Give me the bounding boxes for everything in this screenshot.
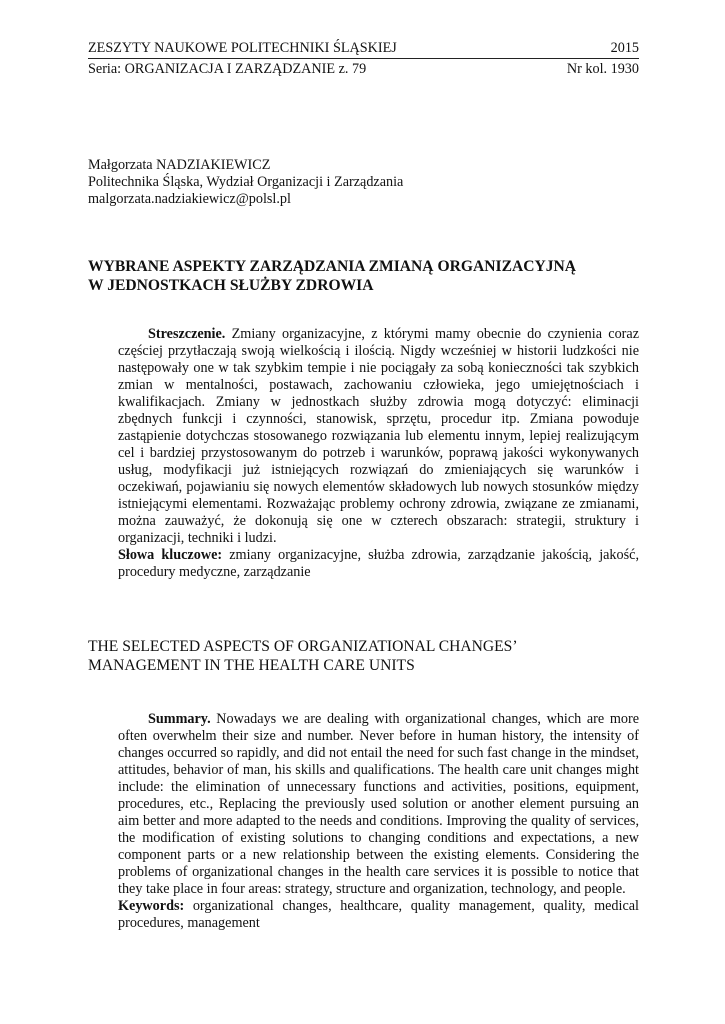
abstract-polish-text	[88, 326, 639, 547]
keywords-english-list: organizational changes, healthcare, quality management, quality, medical procedures, management	[118, 898, 639, 931]
abstract-polish-label: Streszczenie.	[148, 326, 226, 342]
keywords-polish-label: Słowa kluczowe:	[118, 547, 223, 563]
series-info: Seria: ORGANIZACJA I ZARZĄDZANIE z. 79	[88, 61, 367, 77]
title-polish-line1: WYBRANE ASPEKTY ZARZĄDZANIA ZMIANĄ ORGANIZACYJNĄ	[88, 258, 577, 275]
running-header-bottom	[88, 61, 639, 78]
issue-number: Nr kol. 1930	[566, 61, 639, 77]
abstract-polish-body: Zmiany organizacyjne, z którymi mamy obecnie do czynienia coraz częściej przytłaczają swoją wielkością i ilością. Nigdy wcześniej w historii ludzkości nie następowały one w tak szybkim tempie i nie pociągały za sobą konieczności tak szybkich zmian w mentalności, postawach, zachowaniu człowieka, jego umiejętnościach i kwalifikacjach. Zmiany w jednostkach służby zdrowia mogą dotyczyć: eliminacji zbędnych funkcji i czynności, stanowisk, sprzętu, procedur itp. Zmiana powoduje zastąpienie dotychczas stosowanego rozwiązania lub elementu innym, lepiej realizującym cel i bardziej przystosowanym do potrzeb i warunków, poprawą jakości wykonywanych usług, modyfikacji już istniejących rozwiązań do zmieniających się warunków i oczekiwań, pojawianiu się nowych elementów składowych lub nowych stosunków między istniejącymi elementami. Rozważając problemy ochrony zdrowia, związane ze zmianami, można zauważyć, że dokonują się one w czterech obszarach: strategii, struktury i organizacji, techniki i ludzi.	[118, 326, 639, 546]
author-email: malgorzata.nadziakiewicz@polsl.pl	[88, 191, 291, 207]
title-english	[88, 637, 639, 675]
author-name: Małgorzata NADZIAKIEWICZ	[88, 157, 271, 173]
keywords-polish-list: zmiany organizacyjne, służba zdrowia, zarządzanie jakością, jakość, procedury medyczne, zarządzanie	[118, 547, 639, 580]
title-polish	[88, 257, 639, 295]
abstract-english-text	[88, 711, 639, 898]
abstract-english-label: Summary.	[148, 711, 211, 727]
title-english-line1: THE SELECTED ASPECTS OF ORGANIZATIONAL CHANGES’	[88, 638, 518, 655]
journal-year: 2015	[610, 40, 639, 56]
keywords-polish	[118, 547, 639, 581]
header-rule	[88, 58, 639, 59]
abstract-polish	[88, 326, 639, 581]
title-english-line2: MANAGEMENT IN THE HEALTH CARE UNITS	[88, 657, 415, 674]
abstract-english-body: Nowadays we are dealing with organizational changes, which are more often overwhelm their size and number. Never before in human history, the intensity of changes occurred so rapidly, and did not entail the need for such fast change in the mindset, attitudes, behavior of man, his skills and qualifications. The health care unit changes might include: the elimination of unnecessary functions and activities, positions, equipment, procedures, etc., Replacing the previously used solution or another element pursuing an aim better and more adapted to the needs and conditions. Improving the quality of services, the modification of existing solutions to changing conditions and expectations, a new component parts or a new relationship between the existing elements. Considering the problems of organizational changes in the health care services it is possible to notice that they take place in four areas: strategy, structure and organization, technology, and people.	[118, 711, 639, 897]
keywords-english	[118, 898, 639, 932]
author-block	[88, 157, 639, 208]
author-affiliation: Politechnika Śląska, Wydział Organizacji i Zarządzania	[88, 174, 404, 190]
abstract-english	[88, 711, 639, 932]
paper-page	[88, 40, 639, 932]
keywords-english-label: Keywords:	[118, 898, 185, 914]
journal-name: ZESZYTY NAUKOWE POLITECHNIKI ŚLĄSKIEJ	[88, 40, 397, 56]
title-polish-line2: W JEDNOSTKACH SŁUŻBY ZDROWIA	[88, 277, 374, 294]
running-header-top	[88, 40, 639, 57]
